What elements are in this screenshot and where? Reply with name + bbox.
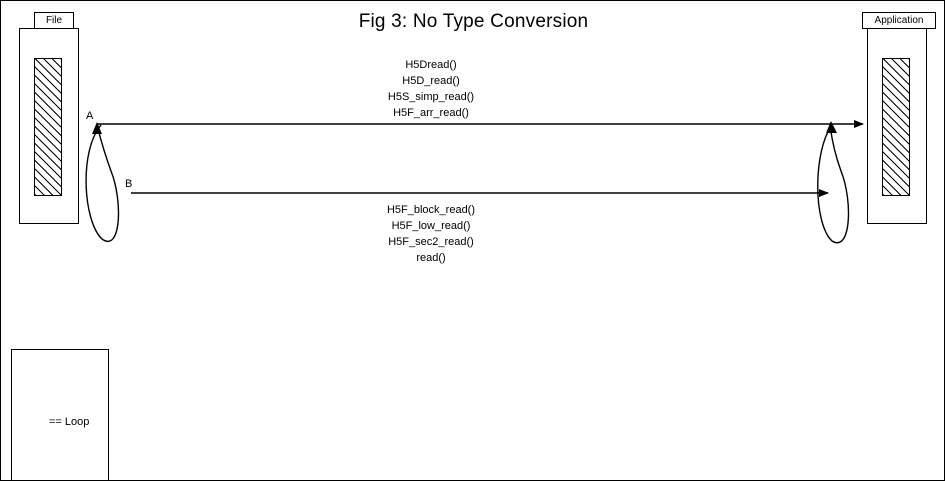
call-top-1: H5Dread() [405,59,457,71]
figure-title: Fig 3: No Type Conversion [358,11,589,32]
legend-loop-label: == Loop [49,416,90,428]
call-bottom-4: read() [416,252,446,264]
endpoint-label-application: Application [862,12,936,29]
call-top-3: H5S_simp_read() [387,91,475,103]
endpoint-label-file: File [34,12,74,29]
call-top-2: H5D_read() [402,75,460,87]
call-bottom-1: H5F_block_read() [386,204,476,216]
call-top-4: H5F_arr_read() [393,107,469,119]
call-bottom-2: H5F_low_read() [391,220,471,232]
marker-b: B [125,178,133,190]
legend-box [11,349,109,481]
marker-a: A [86,110,94,122]
call-bottom-3: H5F_sec2_read() [388,236,474,248]
